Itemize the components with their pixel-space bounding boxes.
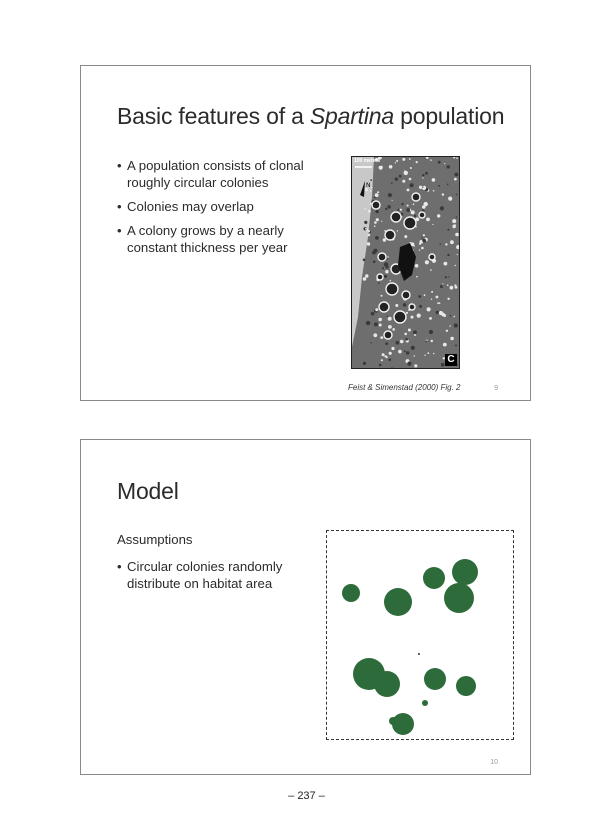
photo-speckle xyxy=(424,294,426,296)
colony-circle xyxy=(342,584,360,602)
photo-speckle xyxy=(426,218,430,222)
photo-speckle xyxy=(437,214,440,217)
colony-ring xyxy=(378,253,386,261)
photo-speckle xyxy=(416,276,418,278)
photo-speckle xyxy=(455,286,458,289)
photo-speckle xyxy=(425,260,429,264)
photo-speckle xyxy=(432,178,436,182)
page-number: – 237 – xyxy=(288,790,325,802)
photo-speckle xyxy=(371,187,373,189)
photo-speckle xyxy=(374,225,376,227)
photo-speckle xyxy=(425,172,428,175)
photo-speckle xyxy=(418,295,421,298)
photo-speckle xyxy=(440,206,444,210)
photo-speckle xyxy=(366,321,370,325)
photo-speckle xyxy=(385,270,388,273)
photo-speckle xyxy=(391,347,394,350)
photo-speckle xyxy=(404,235,407,238)
colony-ring xyxy=(429,254,435,260)
photo-speckle xyxy=(388,325,392,329)
photo-speckle xyxy=(429,317,432,320)
photo-speckle xyxy=(371,312,375,316)
photo-speckle xyxy=(452,225,455,228)
photo-speckle xyxy=(447,298,449,300)
photo-speckle xyxy=(455,173,459,177)
photo-speckle xyxy=(410,167,412,169)
north-label: N xyxy=(366,182,371,189)
colony-seed xyxy=(418,653,420,655)
dark-patch xyxy=(398,243,416,281)
photo-speckle xyxy=(447,229,449,231)
photo-speckle xyxy=(396,341,400,345)
photo-speckle xyxy=(431,291,433,293)
slide-number: 10 xyxy=(490,759,498,766)
photo-speckle xyxy=(385,342,388,345)
photo-speckle xyxy=(363,277,367,281)
photo-speckle xyxy=(430,159,432,161)
photo-speckle xyxy=(409,158,411,160)
colony-ring xyxy=(372,201,380,209)
photo-speckle xyxy=(431,299,432,300)
photo-speckle xyxy=(407,205,409,207)
slide-title: Model xyxy=(117,478,179,504)
photo-speckle xyxy=(447,165,450,168)
photo-speckle xyxy=(454,178,457,181)
slide-9 xyxy=(80,65,531,401)
colony-circle xyxy=(424,668,446,690)
photo-speckle xyxy=(456,245,459,249)
photo-speckle xyxy=(389,352,392,355)
photo-speckle xyxy=(375,210,378,213)
habitat-area xyxy=(326,530,514,740)
photo-speckle xyxy=(406,312,408,314)
photo-speckle xyxy=(433,190,435,192)
photo-speckle xyxy=(456,217,458,219)
scale-label: 100 meters xyxy=(354,158,381,164)
photo-speckle xyxy=(442,283,443,284)
photo-speckle xyxy=(439,311,443,315)
photo-speckle xyxy=(402,180,405,183)
photo-speckle xyxy=(367,242,370,245)
photo-speckle xyxy=(381,359,383,361)
photo-speckle xyxy=(375,193,379,197)
photo-speckle xyxy=(414,355,415,356)
slide-10 xyxy=(80,439,531,775)
photo-speckle xyxy=(368,234,371,237)
photo-speckle xyxy=(391,182,393,184)
photo-speckle xyxy=(427,352,429,354)
photo-speckle xyxy=(421,237,422,238)
photo-speckle xyxy=(382,353,385,356)
photo-speckle xyxy=(422,174,424,176)
photo-speckle xyxy=(375,308,378,311)
photo-speckle xyxy=(397,209,399,211)
photo-speckle xyxy=(413,203,415,205)
photo-speckle xyxy=(395,304,398,307)
photo-speckle xyxy=(364,221,367,224)
photo-speckle xyxy=(382,267,384,269)
photo-speckle xyxy=(389,358,392,361)
photo-speckle xyxy=(404,333,407,336)
photo-speckle xyxy=(437,302,439,304)
photo-speckle xyxy=(444,262,448,266)
photo-speckle xyxy=(448,276,449,277)
photo-speckle xyxy=(410,183,414,187)
photo-speckle xyxy=(368,210,371,213)
photo-speckle xyxy=(377,191,379,193)
photo-speckle xyxy=(399,175,402,178)
photo-speckle xyxy=(442,193,444,195)
photo-speckle xyxy=(433,353,434,354)
colony-circle xyxy=(423,567,445,589)
photo-speckle xyxy=(438,161,441,164)
bullet-item: • Circular colonies randomly distribute on habitat area xyxy=(117,558,297,592)
photo-speckle xyxy=(384,275,387,278)
photo-speckle xyxy=(426,341,428,343)
photo-speckle xyxy=(389,165,393,169)
photo-speckle xyxy=(411,346,415,350)
photo-speckle xyxy=(432,224,433,225)
photo-speckle xyxy=(411,316,414,319)
photo-speckle xyxy=(438,185,440,187)
photo-speckle xyxy=(455,233,459,237)
colony-ring xyxy=(404,217,416,229)
photo-speckle xyxy=(456,157,458,159)
photo-speckle xyxy=(445,243,447,245)
photo-speckle xyxy=(365,208,367,210)
aerial-photo-graphic xyxy=(352,157,459,368)
colony-ring xyxy=(384,331,392,339)
colony-ring xyxy=(412,193,420,201)
photo-speckle xyxy=(422,186,426,190)
colony-ring xyxy=(379,302,389,312)
photo-speckle xyxy=(404,170,406,172)
photo-speckle xyxy=(447,284,449,286)
photo-speckle xyxy=(363,259,366,262)
photo-speckle xyxy=(381,221,382,222)
photo-speckle xyxy=(414,215,416,217)
colony-ring xyxy=(409,304,415,310)
photo-speckle xyxy=(414,364,417,367)
panel-letter: C xyxy=(445,354,457,366)
photo-speckle xyxy=(401,203,403,205)
photo-speckle xyxy=(392,200,393,201)
photo-speckle xyxy=(406,208,410,212)
photo-speckle xyxy=(374,221,377,224)
photo-speckle xyxy=(431,340,433,342)
photo-speckle xyxy=(446,330,448,332)
colony-circle xyxy=(444,583,474,613)
photo-speckle xyxy=(417,314,421,318)
photo-speckle xyxy=(387,256,388,257)
photo-speckle xyxy=(422,177,423,178)
photo-speckle xyxy=(387,258,388,259)
photo-speckle xyxy=(416,161,418,163)
colony-ring xyxy=(391,212,401,222)
photo-speckle xyxy=(456,194,458,196)
colony-circle xyxy=(389,717,397,725)
photo-speckle xyxy=(443,343,447,347)
slide-title: Basic features of a Spartina population xyxy=(117,103,505,129)
slide-number: 9 xyxy=(494,385,498,392)
photo-speckle xyxy=(439,302,441,304)
photo-speckle xyxy=(447,254,449,256)
colony-circle xyxy=(384,588,412,616)
photo-speckle xyxy=(430,269,432,271)
photo-speckle xyxy=(419,305,422,308)
colony-ring xyxy=(394,311,406,323)
photo-speckle xyxy=(365,228,367,230)
photo-speckle xyxy=(396,160,398,162)
photo-speckle xyxy=(424,202,428,206)
photo-speckle xyxy=(441,363,445,367)
photo-speckle xyxy=(414,334,416,336)
photo-speckle xyxy=(407,189,410,192)
photo-speckle xyxy=(449,325,450,326)
photo-speckle xyxy=(423,234,425,236)
photo-speckle xyxy=(444,163,445,164)
bullet-item: • A colony grows by a nearly constant thickness per year xyxy=(117,222,317,256)
photo-speckle xyxy=(373,333,377,337)
colony-circle xyxy=(452,559,478,585)
photo-speckle xyxy=(450,286,454,290)
photo-speckle xyxy=(398,350,402,354)
aerial-photo xyxy=(351,156,460,369)
title-species: Spartina xyxy=(309,103,394,129)
photo-speckle xyxy=(388,193,392,197)
photo-speckle xyxy=(370,179,372,181)
photo-speckle xyxy=(378,318,382,322)
photo-speckle xyxy=(419,249,420,250)
photo-speckle xyxy=(374,322,378,326)
photo-speckle xyxy=(385,208,387,210)
photo-speckle xyxy=(445,276,447,278)
photo-speckle xyxy=(440,285,443,288)
colony-circle xyxy=(374,671,400,697)
assumptions-heading: Assumptions xyxy=(117,532,193,547)
photo-speckle xyxy=(455,345,457,347)
photo-speckle xyxy=(371,342,372,343)
photo-speckle xyxy=(403,303,407,307)
photo-speckle xyxy=(400,209,402,211)
colony-diagram xyxy=(327,531,513,739)
colony-ring xyxy=(377,274,383,280)
photo-speckle xyxy=(405,338,408,341)
photo-speckle xyxy=(455,265,456,266)
photo-speckle xyxy=(379,166,383,170)
photo-speckle xyxy=(391,367,392,368)
photo-speckle xyxy=(450,337,454,341)
photo-speckle xyxy=(419,186,422,189)
photo-speckle xyxy=(383,238,386,241)
photo-speckle xyxy=(454,323,458,327)
photo-speckle xyxy=(424,355,425,356)
photo-speckle xyxy=(407,362,411,366)
photo-speckle xyxy=(397,230,398,231)
photo-speckle xyxy=(404,350,406,352)
shoreline xyxy=(352,157,374,347)
photo-speckle xyxy=(381,295,383,297)
photo-speckle xyxy=(379,364,382,367)
photo-speckle xyxy=(380,336,383,339)
photo-speckle xyxy=(450,315,452,317)
photo-speckle xyxy=(421,247,424,250)
photo-speckle xyxy=(363,362,366,365)
photo-speckle xyxy=(453,157,455,159)
photo-speckle xyxy=(411,210,415,214)
photo-speckle xyxy=(390,280,392,282)
photo-speckle xyxy=(408,329,411,332)
photo-speckle xyxy=(376,218,379,221)
photo-speckle xyxy=(457,254,458,255)
photo-speckle xyxy=(370,190,372,192)
colony-ring xyxy=(386,283,398,295)
photo-speckle xyxy=(402,158,405,161)
bullet-list xyxy=(117,157,317,263)
photo-speckle xyxy=(429,330,433,334)
photo-speckle xyxy=(379,324,382,327)
photo-speckle xyxy=(373,260,376,263)
photo-speckle xyxy=(415,264,419,268)
photo-speckle xyxy=(388,317,392,321)
photo-speckle xyxy=(378,282,380,284)
photo-speckle xyxy=(406,351,409,354)
bullet-item: • A population consists of clonal roughly circular colonies xyxy=(117,157,317,191)
colony-ring xyxy=(402,291,410,299)
colony-circle xyxy=(456,676,476,696)
photo-speckle xyxy=(448,197,452,201)
photo-speckle xyxy=(392,328,395,331)
figure-caption: Feist & Simenstad (2000) Fig. 2 xyxy=(348,383,461,392)
photo-speckle xyxy=(387,315,389,317)
photo-speckle xyxy=(365,274,368,277)
colony-ring xyxy=(385,230,395,240)
photo-speckle xyxy=(454,316,456,318)
photo-speckle xyxy=(379,164,380,165)
photo-speckle xyxy=(409,178,412,181)
photo-speckle xyxy=(387,205,391,209)
photo-speckle xyxy=(384,262,388,266)
photo-speckle xyxy=(436,296,439,299)
photo-speckle xyxy=(413,330,417,334)
photo-speckle xyxy=(436,311,439,314)
photo-speckle xyxy=(368,230,370,232)
photo-speckle xyxy=(422,239,426,243)
colony-circle xyxy=(422,700,428,706)
photo-speckle xyxy=(450,240,454,244)
photo-speckle xyxy=(384,355,386,357)
photo-speckle xyxy=(372,251,376,255)
photo-speckle xyxy=(427,307,431,311)
bullet-list xyxy=(117,558,297,599)
photo-speckle xyxy=(395,177,398,180)
photo-speckle xyxy=(447,184,449,186)
photo-speckle xyxy=(452,219,456,223)
photo-speckle xyxy=(395,162,396,163)
photo-speckle xyxy=(440,243,441,244)
photo-speckle xyxy=(375,236,379,240)
colony-ring xyxy=(419,212,425,218)
photo-speckle xyxy=(422,187,423,188)
photo-speckle xyxy=(400,340,404,344)
bullet-item: • Colonies may overlap xyxy=(117,198,317,215)
